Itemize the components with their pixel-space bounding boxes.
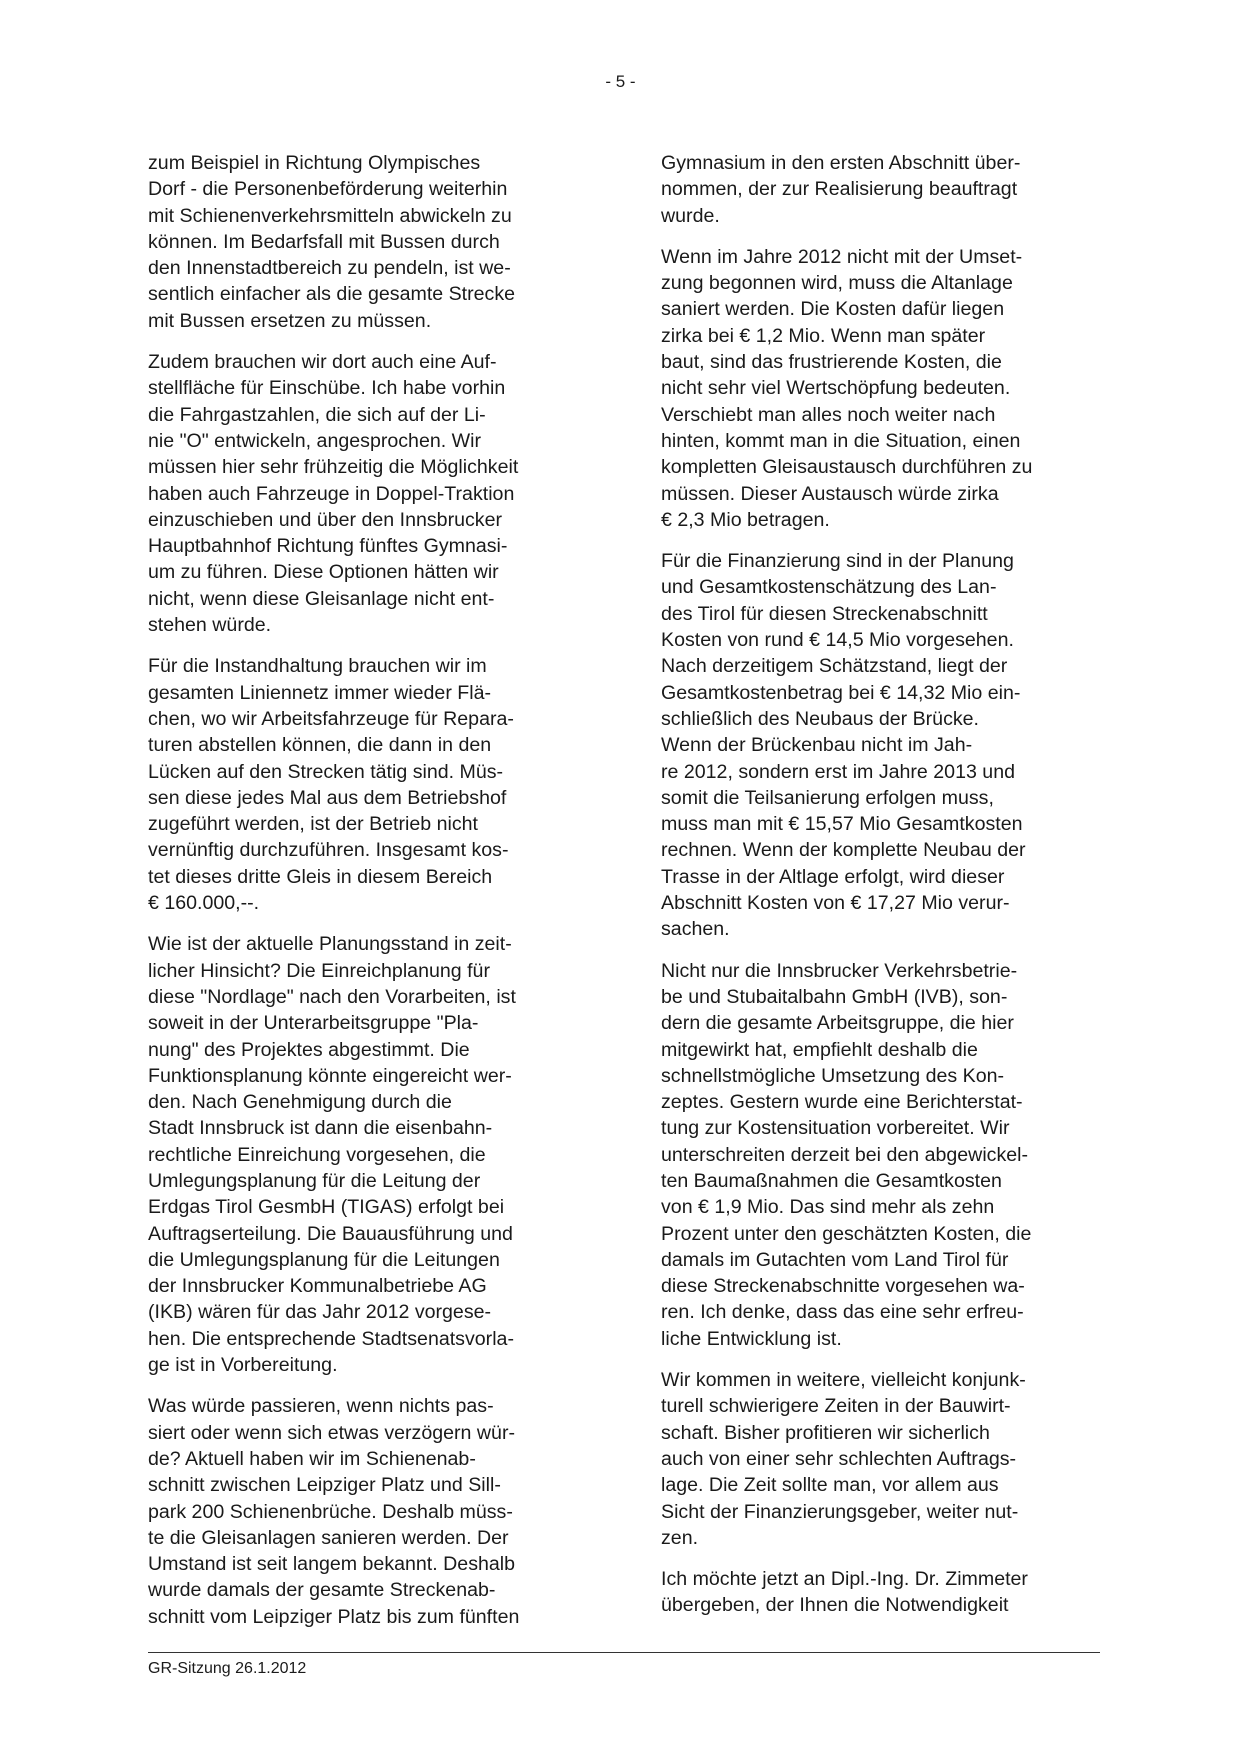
text-line: nie "O" entwickeln, angesprochen. Wir bbox=[148, 429, 482, 452]
text-line: der Innsbrucker Kommunalbetriebe AG bbox=[148, 1275, 487, 1298]
text-line: turell schwierigere Zeiten in der Bauwirt- bbox=[661, 1395, 1011, 1418]
paragraph bbox=[661, 1367, 1101, 1551]
text-line: Auftragserteilung. Die Bauausführung und bbox=[148, 1222, 513, 1245]
text-line: Prozent unter den geschätzten Kosten, die bbox=[661, 1222, 1032, 1245]
text-line: Gymnasium in den ersten Abschnitt über- bbox=[661, 152, 1021, 174]
text-line: Abschnitt Kosten von € 17,27 Mio verur- bbox=[661, 892, 1010, 915]
text-line: zen. bbox=[661, 1526, 699, 1549]
text-line: nicht, wenn diese Gleisanlage nicht ent- bbox=[148, 587, 495, 610]
text-line: te die Gleisanlagen sanieren werden. Der bbox=[148, 1526, 509, 1549]
text-line: müssen hier sehr frühzeitig die Möglichkeit bbox=[148, 456, 519, 479]
text-line: rechtliche Einreichung vorgesehen, die bbox=[148, 1143, 486, 1166]
text-line: schnellstmögliche Umsetzung des Kon- bbox=[661, 1064, 1005, 1087]
text-line: schnitt vom Leipziger Platz bis zum fünften bbox=[148, 1605, 520, 1628]
paragraph bbox=[661, 244, 1101, 533]
text-line: damals im Gutachten vom Land Tirol für bbox=[661, 1248, 1009, 1271]
text-line: zeptes. Gestern wurde eine Berichterstat- bbox=[661, 1091, 1023, 1114]
paragraph bbox=[661, 150, 1101, 229]
text-line: um zu führen. Diese Optionen hätten wir bbox=[148, 561, 499, 584]
text-line: Funktionsplanung könnte eingereicht wer- bbox=[148, 1064, 512, 1087]
text-line: hinten, kommt man in die Situation, einen bbox=[661, 429, 1021, 452]
text-line: hen. Die entsprechende Stadtsenatsvorla- bbox=[148, 1327, 514, 1350]
text-line: Nicht nur die Innsbrucker Verkehrsbetrie- bbox=[661, 959, 1018, 982]
text-line: chen, wo wir Arbeitsfahrzeuge für Repara- bbox=[148, 707, 514, 730]
text-line: mitgewirkt hat, empfiehlt deshalb die bbox=[661, 1038, 978, 1061]
text-line: Für die Instandhaltung brauchen wir im bbox=[148, 655, 487, 678]
text-line: Nach derzeitigem Schätzstand, liegt der bbox=[661, 655, 1008, 678]
text-line: muss man mit € 15,57 Mio Gesamtkosten bbox=[661, 813, 1023, 836]
right-text-column bbox=[661, 150, 1101, 1634]
text-line: siert oder wenn sich etwas verzögern wür- bbox=[148, 1421, 515, 1444]
text-line: Stadt Innsbruck ist dann die eisenbahn- bbox=[148, 1117, 493, 1140]
text-line: von € 1,9 Mio. Das sind mehr als zehn bbox=[661, 1196, 995, 1219]
text-line: Erdgas Tirol GesmbH (TIGAS) erfolgt bei bbox=[148, 1196, 505, 1219]
paragraph bbox=[661, 548, 1101, 942]
text-line: Für die Finanzierung sind in der Planung bbox=[661, 550, 1014, 573]
text-line: Gesamtkostenbetrag bei € 14,32 Mio ein- bbox=[661, 681, 1021, 704]
text-line: € 2,3 Mio betragen. bbox=[661, 508, 830, 531]
text-line: somit die Teilsanierung erfolgen muss, bbox=[661, 786, 994, 809]
text-line: be und Stubaitalbahn GmbH (IVB), son- bbox=[661, 985, 1008, 1008]
text-line: Wie ist der aktuelle Planungsstand in zeit- bbox=[148, 933, 512, 956]
text-line: auch von einer sehr schlechten Auftrags- bbox=[661, 1447, 1017, 1470]
text-line: Sicht der Finanzierungsgeber, weiter nut- bbox=[661, 1500, 1019, 1523]
text-line: kompletten Gleisaustausch durchführen zu bbox=[661, 456, 1033, 479]
text-line: soweit in der Unterarbeitsgruppe "Pla- bbox=[148, 1012, 479, 1035]
text-line: den Innenstadtbereich zu pendeln, ist we- bbox=[148, 257, 511, 280]
paragraph bbox=[661, 1566, 1101, 1619]
text-line: Ich möchte jetzt an Dipl.-Ing. Dr. Zimmeter bbox=[661, 1568, 1028, 1591]
text-line: können. Im Bedarfsfall mit Bussen durch bbox=[148, 230, 500, 253]
paragraph bbox=[148, 653, 588, 916]
text-line: rechnen. Wenn der komplette Neubau der bbox=[661, 839, 1026, 862]
text-line: sachen. bbox=[661, 918, 730, 941]
text-line: ten Baumaßnahmen die Gesamtkosten bbox=[661, 1169, 1002, 1192]
text-line: Dorf - die Personenbeförderung weiterhin bbox=[148, 178, 508, 201]
text-line: nicht sehr viel Wertschöpfung bedeuten. bbox=[661, 377, 1011, 400]
paragraph bbox=[148, 931, 588, 1378]
text-line: die Fahrgastzahlen, die sich auf der Li- bbox=[148, 403, 486, 426]
text-line: park 200 Schienenbrüche. Deshalb müss- bbox=[148, 1500, 513, 1523]
footer-session-date: GR-Sitzung 26.1.2012 bbox=[148, 1660, 307, 1677]
text-line: mit Schienenverkehrsmitteln abwickeln zu bbox=[148, 204, 512, 227]
text-line: sentlich einfacher als die gesamte Strecke bbox=[148, 283, 516, 306]
text-line: zugeführt werden, ist der Betrieb nicht bbox=[148, 813, 479, 836]
text-line: ge ist in Vorbereitung. bbox=[148, 1354, 338, 1377]
text-line: nung" des Projektes abgestimmt. Die bbox=[148, 1038, 470, 1061]
paragraph bbox=[661, 958, 1101, 1352]
text-line: re 2012, sondern erst im Jahre 2013 und bbox=[661, 760, 1015, 783]
text-line: schnitt zwischen Leipziger Platz und Sill- bbox=[148, 1474, 501, 1497]
text-line: wurde. bbox=[661, 204, 720, 227]
paragraph bbox=[148, 1393, 588, 1630]
text-line: nommen, der zur Realisierung beauftragt bbox=[661, 178, 1018, 201]
text-line: Zudem brauchen wir dort auch eine Auf- bbox=[148, 351, 497, 374]
text-line: lage. Die Zeit sollte man, vor allem aus bbox=[661, 1474, 999, 1497]
footer-divider bbox=[148, 1652, 1100, 1653]
text-line: wurde damals der gesamte Streckenab- bbox=[148, 1579, 496, 1602]
text-line: schaft. Bisher profitieren wir sicherlich bbox=[661, 1421, 990, 1444]
text-line: übergeben, der Ihnen die Notwendigkeit bbox=[661, 1594, 1009, 1617]
text-line: mit Bussen ersetzen zu müssen. bbox=[148, 309, 432, 332]
text-line: diese Streckenabschnitte vorgesehen wa- bbox=[661, 1275, 1025, 1298]
text-line: unterschreiten derzeit bei den abgewickel- bbox=[661, 1143, 1029, 1166]
text-line: Wenn der Brückenbau nicht im Jah- bbox=[661, 734, 973, 757]
page-number: - 5 - bbox=[605, 72, 636, 91]
text-line: tet dieses dritte Gleis in diesem Bereich bbox=[148, 865, 493, 888]
text-line: Verschiebt man alles noch weiter nach bbox=[661, 403, 996, 426]
left-text-column bbox=[148, 150, 588, 1645]
text-line: schließlich des Neubaus der Brücke. bbox=[661, 707, 980, 730]
text-line: vernünftig durchzuführen. Insgesamt kos- bbox=[148, 839, 509, 862]
text-line: zung begonnen wird, muss die Altanlage bbox=[661, 272, 1013, 295]
text-line: Lücken auf den Strecken tätig sind. Müs- bbox=[148, 760, 504, 783]
text-line: haben auch Fahrzeuge in Doppel-Traktion bbox=[148, 482, 515, 505]
text-line: und Gesamtkostenschätzung des Lan- bbox=[661, 576, 997, 599]
text-line: einzuschieben und über den Innsbrucker bbox=[148, 508, 503, 531]
text-line: Kosten von rund € 14,5 Mio vorgesehen. bbox=[661, 629, 1014, 652]
text-line: baut, sind das frustrierende Kosten, die bbox=[661, 351, 1002, 374]
paragraph bbox=[148, 150, 588, 334]
text-line: saniert werden. Die Kosten dafür liegen bbox=[661, 298, 1005, 321]
text-line: Wenn im Jahre 2012 nicht mit der Umset- bbox=[661, 245, 1023, 268]
text-line: Umstand ist seit langem bekannt. Deshalb bbox=[148, 1553, 516, 1576]
text-line: Hauptbahnhof Richtung fünftes Gymnasi- bbox=[148, 535, 508, 558]
text-line: stellfläche für Einschübe. Ich habe vorhin bbox=[148, 377, 506, 400]
text-line: de? Aktuell haben wir im Schienenab- bbox=[148, 1447, 476, 1470]
text-line: des Tirol für diesen Streckenabschnitt bbox=[661, 602, 988, 625]
text-line: zirka bei € 1,2 Mio. Wenn man später bbox=[661, 324, 986, 347]
text-line: dern die gesamte Arbeitsgruppe, die hier bbox=[661, 1012, 1014, 1035]
text-line: Trasse in der Altlage erfolgt, wird dieser bbox=[661, 865, 1005, 888]
text-line: tung zur Kostensituation vorbereitet. Wir bbox=[661, 1117, 1010, 1140]
text-line: ren. Ich denke, dass das eine sehr erfreu- bbox=[661, 1301, 1024, 1324]
text-line: turen abstellen können, die dann in den bbox=[148, 734, 492, 757]
text-line: die Umlegungsplanung für die Leitungen bbox=[148, 1248, 500, 1271]
text-line: stehen würde. bbox=[148, 614, 272, 637]
text-line: (IKB) wären für das Jahr 2012 vorgese- bbox=[148, 1301, 492, 1324]
text-line: diese "Nordlage" nach den Vorarbeiten, ist bbox=[148, 985, 516, 1008]
paragraph bbox=[148, 349, 588, 638]
text-line: sen diese jedes Mal aus dem Betriebshof bbox=[148, 786, 507, 809]
text-line: € 160.000,--. bbox=[148, 892, 260, 915]
text-line: den. Nach Genehmigung durch die bbox=[148, 1091, 452, 1114]
text-line: licher Hinsicht? Die Einreichplanung für bbox=[148, 959, 490, 982]
text-line: müssen. Dieser Austausch würde zirka bbox=[661, 482, 999, 505]
text-line: Was würde passieren, wenn nichts pas- bbox=[148, 1395, 494, 1418]
text-line: Umlegungsplanung für die Leitung der bbox=[148, 1169, 481, 1192]
text-line: zum Beispiel in Richtung Olympisches bbox=[148, 152, 481, 174]
text-line: gesamten Liniennetz immer wieder Flä- bbox=[148, 681, 492, 704]
text-line: Wir kommen in weitere, vielleicht konjunk- bbox=[661, 1369, 1026, 1392]
text-line: liche Entwicklung ist. bbox=[661, 1327, 842, 1350]
